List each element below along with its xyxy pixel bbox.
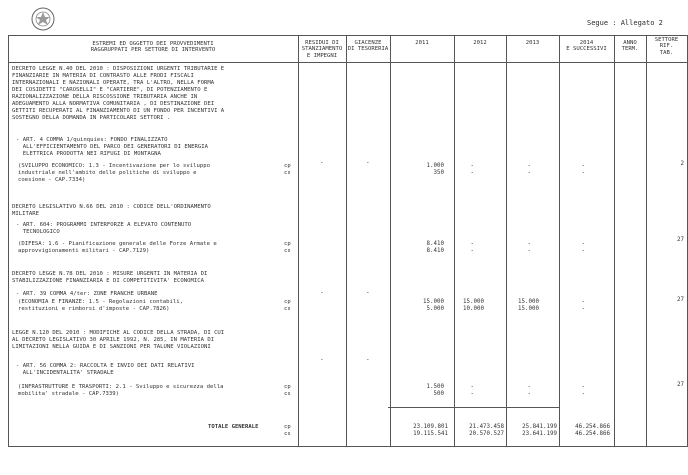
value-2013-cp: 15.000 [518, 299, 539, 305]
section-item: (ECONOMIA E FINANZE: 1.5 - Regolazioni contabili, restituzioni e rimborsi d'imposte - CAP.7826) [18, 299, 184, 312]
cp-label: cp [284, 241, 291, 247]
header-2014: 2014 E SUCCESSIVI [566, 40, 607, 53]
cs-label: cs [284, 170, 291, 176]
value-2013-cs: - [527, 391, 531, 397]
residui-value: - [320, 159, 324, 166]
value-2014-cp: - [581, 299, 585, 305]
value-2012-cs: - [470, 391, 474, 397]
giacenze-value: - [366, 159, 370, 166]
value-2012-cs: - [470, 248, 474, 254]
value-2013-cs: - [527, 170, 531, 176]
total-2014-cs: 46.254.866 [575, 431, 610, 437]
value-2011-cs: 350 [433, 170, 444, 176]
total-2011-cp: 23.109.801 [413, 424, 448, 430]
cs-label: cs [284, 391, 291, 397]
value-2013-cp: - [527, 241, 531, 247]
value-2014-cp: - [581, 163, 585, 169]
value-2011-cs: 500 [433, 391, 444, 397]
value-2012-cp: - [470, 163, 474, 169]
header-2013: 2013 [525, 40, 540, 46]
header-residui: RESIDUI DI STANZIAMENTO E IMPEGNI [301, 40, 343, 59]
value-2012-cp: 15.000 [463, 299, 484, 305]
header-settore: SETTORE RIF. TAB. [654, 37, 679, 56]
header-2012: 2012 [473, 40, 487, 46]
section-item: (INFRASTRUTTURE E TRASPORTI: 2.1 - Sviluppo e sicurezza della mobilita' stradale - CAP.7339) [18, 384, 224, 397]
cp-label: cp [284, 299, 291, 305]
value-2011-cp: 1.000 [426, 163, 444, 169]
cp-label: cp [284, 384, 291, 390]
section-title: DECRETO LEGISLATIVO N.66 DEL 2010 : CODICE DELL'ORDINAMENTO MILITARE [12, 204, 211, 217]
settore-value: 2 [680, 161, 684, 167]
cs-label: cs [284, 248, 291, 254]
header-anno-term: ANNO TERM. [621, 40, 639, 53]
value-2011-cp: 1.500 [426, 384, 444, 390]
value-2013-cs: 15.000 [518, 306, 539, 312]
cp-label: cp [284, 163, 291, 169]
value-2014-cp: - [581, 241, 585, 247]
value-2011-cs: 8.410 [426, 248, 444, 254]
residui-value: - [320, 289, 324, 296]
section-title: DECRETO LEGGE N.40 DEL 2010 : DISPOSIZIONI URGENTI TRIBUTARIE E FINANZIARIE IN MATERIA DI CONTRASTO ALLE FRODI FISCALI INTERNAZIONALI E NAZIONALI OPERATE, TRA L'ALTRO, NELLA FORMA DEI COSIDETTI "CAROSELLI" E "CARTIERE", DI POTENZIAMENTO E RAZIONALIZZAZIONE DELLA RISCOSSIONE TRIBUTARIA ANCHE IN ADEGUAMENTO ALLA NORMATIVA COMUNITARIA , DI DESTINAZIONE DEI GETTITI RECUPERATI AL FINANZIAMENTO DI UN FONDO PER INCENTIVI A SOSTEGNO DELLA DOMANDA IN PARTICOLARI SETTORI . [12, 66, 225, 121]
section-title: DECRETO LEGGE N.78 DEL 2010 : MISURE URGENTI IN MATERIA DI STABILIZZAZIONE FINANZIARIA E DI COMPETITIVITA' ECONOMICA [12, 271, 208, 284]
total-2012-cs: 20.570.527 [469, 431, 504, 437]
total-2011-cs: 19.115.541 [413, 431, 448, 437]
page-header-label: Segue : Allegato 2 [587, 19, 663, 27]
cs-label: cs [284, 306, 291, 312]
residui-value: - [320, 356, 324, 363]
value-2012-cs: - [470, 170, 474, 176]
value-2014-cs: - [581, 170, 585, 176]
total-label: TOTALE GENERALE [208, 424, 259, 430]
header-giacenze: GIACENZE DI TESORERIA [347, 40, 389, 53]
cs-label: cs [284, 431, 291, 437]
republic-emblem-icon [30, 6, 56, 32]
section-item: (DIFESA: 1.6 - Pianificazione generale delle Forze Armate e approvvigionamenti militari - CAP.7129) [18, 241, 217, 254]
value-2013-cs: - [527, 248, 531, 254]
giacenze-value: - [366, 289, 370, 296]
value-2012-cs: 10.000 [463, 306, 484, 312]
value-2014-cs: - [581, 391, 585, 397]
header-provvedimenti: ESTREMI ED OGGETTO DEI PROVVEDIMENTI RAGGRUPPATI PER SETTORE DI INTERVENTO [90, 41, 216, 54]
section-article: - ART. 604: PROGRAMMI INTERFORZE A ELEVATO CONTENUTO TECNOLOGICO [16, 222, 192, 235]
value-2014-cp: - [581, 384, 585, 390]
value-2011-cp: 8.410 [426, 241, 444, 247]
value-2011-cs: 5.000 [426, 306, 444, 312]
giacenze-value: - [366, 356, 370, 363]
section-item: (SVILUPPO ECONOMICO: 1.3 - Incentivazione per lo sviluppo industriale nell'ambito delle politiche di sviluppo e coesione - CAP.7334) [18, 163, 210, 183]
header-2011: 2011 [415, 40, 429, 46]
settore-value: 27 [677, 237, 684, 243]
value-2011-cp: 15.000 [423, 299, 444, 305]
total-2014-cp: 46.254.866 [575, 424, 610, 430]
total-2012-cp: 21.473.458 [469, 424, 504, 430]
section-article: - ART. 39 COMMA 4/ter: ZONE FRANCHE URBANE [16, 291, 158, 297]
value-2014-cs: - [581, 306, 585, 312]
settore-value: 27 [677, 297, 684, 303]
allocation-table [8, 35, 688, 446]
settore-value: 27 [677, 382, 684, 388]
total-2013-cp: 25.841.199 [522, 424, 557, 430]
value-2013-cp: - [527, 163, 531, 169]
section-article: - ART. 56 COMMA 2: RACCOLTA E INVIO DEI DATI RELATIVI ALL'INCIDENTALITA' STRADALE [16, 363, 195, 376]
cp-label: cp [284, 424, 291, 430]
value-2013-cp: - [527, 384, 531, 390]
total-2013-cs: 23.641.199 [522, 431, 557, 437]
section-article: - ART. 4 COMMA 1/quinquies: FONDO FINALIZZATO ALL'EFFICIENTAMENTO DEL PARCO DEI GENERATORI DI ENERGIA ELETTRICA PRODOTTA NEI RIFUGI DI MONTAGNA [16, 137, 208, 157]
value-2012-cp: - [470, 241, 474, 247]
value-2012-cp: - [470, 384, 474, 390]
section-title: LEGGE N.120 DEL 2010 : MODIFICHE AL CODICE DELLA STRADA, DI CUI AL DECRETO LEGISLATIVO 30 APRILE 1992, N. 285, IN MATERIA DI LIMITAZIONI NELLA GUIDA E DI SANZIONI PER TALUNE VIOLAZIONI [12, 330, 225, 350]
value-2014-cs: - [581, 248, 585, 254]
